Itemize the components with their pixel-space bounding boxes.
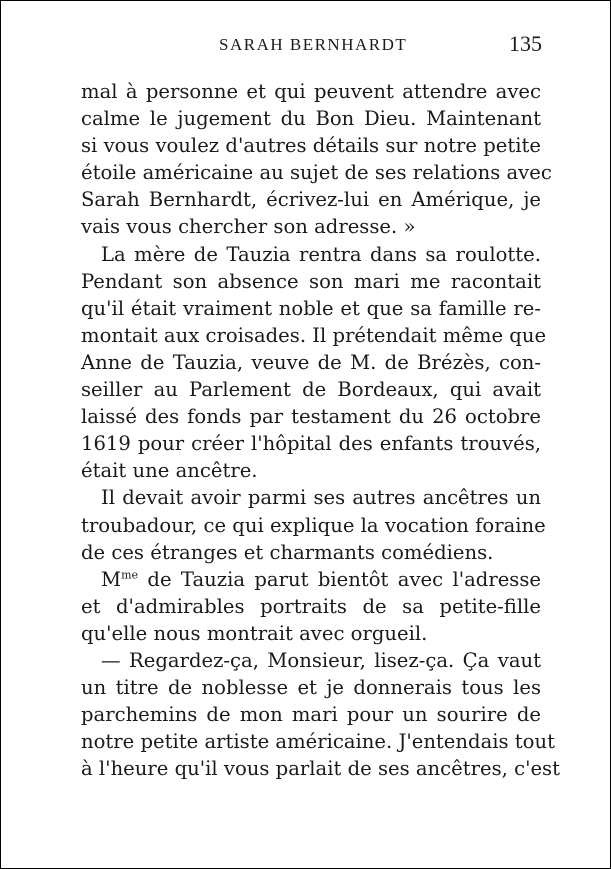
text-line-rest: de Tauzia parut bientôt avec l'adresse: [147, 567, 541, 591]
text-line: un titre de noblesse et je donnerais tous les: [81, 676, 541, 700]
text-line: étoile américaine au sujet de ses relations avec: [81, 161, 552, 185]
text-line: à l'heure qu'il vous parlait de ses ancêtres, c'est: [81, 757, 560, 781]
text-line: La mère de Tauzia rentra dans sa roulotte.: [101, 242, 541, 266]
text-line: seiller au Parlement de Bordeaux, qui avait: [81, 378, 541, 402]
text-line: — Regardez-ça, Monsieur, lisez-ça. Ça vaut: [101, 648, 541, 672]
text-line: troubadour, ce qui explique la vocation foraine: [81, 513, 546, 537]
running-head: [81, 31, 542, 63]
text-line: Anne de Tauzia, veuve de M. de Brézès, con-: [81, 350, 541, 374]
text-line: Pendant son absence son mari me racontait: [81, 269, 541, 293]
text-line: 1619 pour créer l'hôpital des enfants trouvés,: [81, 432, 541, 456]
abbrev-base: M: [101, 567, 122, 591]
text-line: laissé des fonds par testament du 26 octobre: [81, 405, 541, 429]
text-line: si vous voulez d'autres détails sur notre petite: [81, 134, 541, 158]
text-line: qu'il était vraiment noble et que sa famille re-: [81, 296, 541, 320]
running-title: SARAH BERNHARDT: [219, 35, 408, 54]
text-line: notre petite artiste américaine. J'entendais tout: [81, 730, 555, 754]
text-line: de ces étranges et charmants comédiens.: [81, 540, 494, 564]
body-text: [81, 78, 560, 782]
text-line: Sarah Bernhardt, écrivez-lui en Amérique, je: [81, 188, 541, 212]
abbrev-superscript: me: [121, 568, 139, 582]
text-line: calme le jugement du Bon Dieu. Maintenant: [81, 107, 541, 131]
text-line: vais vous chercher son adresse. »: [81, 215, 416, 239]
text-line: parchemins de mon mari pour un sourire de: [81, 703, 541, 727]
text-line: Il devait avoir parmi ses autres ancêtres un: [101, 486, 541, 510]
text-line: et d'admirables portraits de sa petite-fille: [81, 594, 541, 618]
text-line: montait aux croisades. Il prétendait même que: [81, 323, 547, 347]
text-line: était une ancêtre.: [81, 459, 258, 483]
text-line-madame: [81, 566, 541, 593]
text-line: qu'elle nous montrait avec orgueil.: [81, 621, 428, 645]
page-number: 135: [509, 31, 542, 56]
text-line: mal à personne et qui peuvent attendre avec: [81, 80, 541, 103]
